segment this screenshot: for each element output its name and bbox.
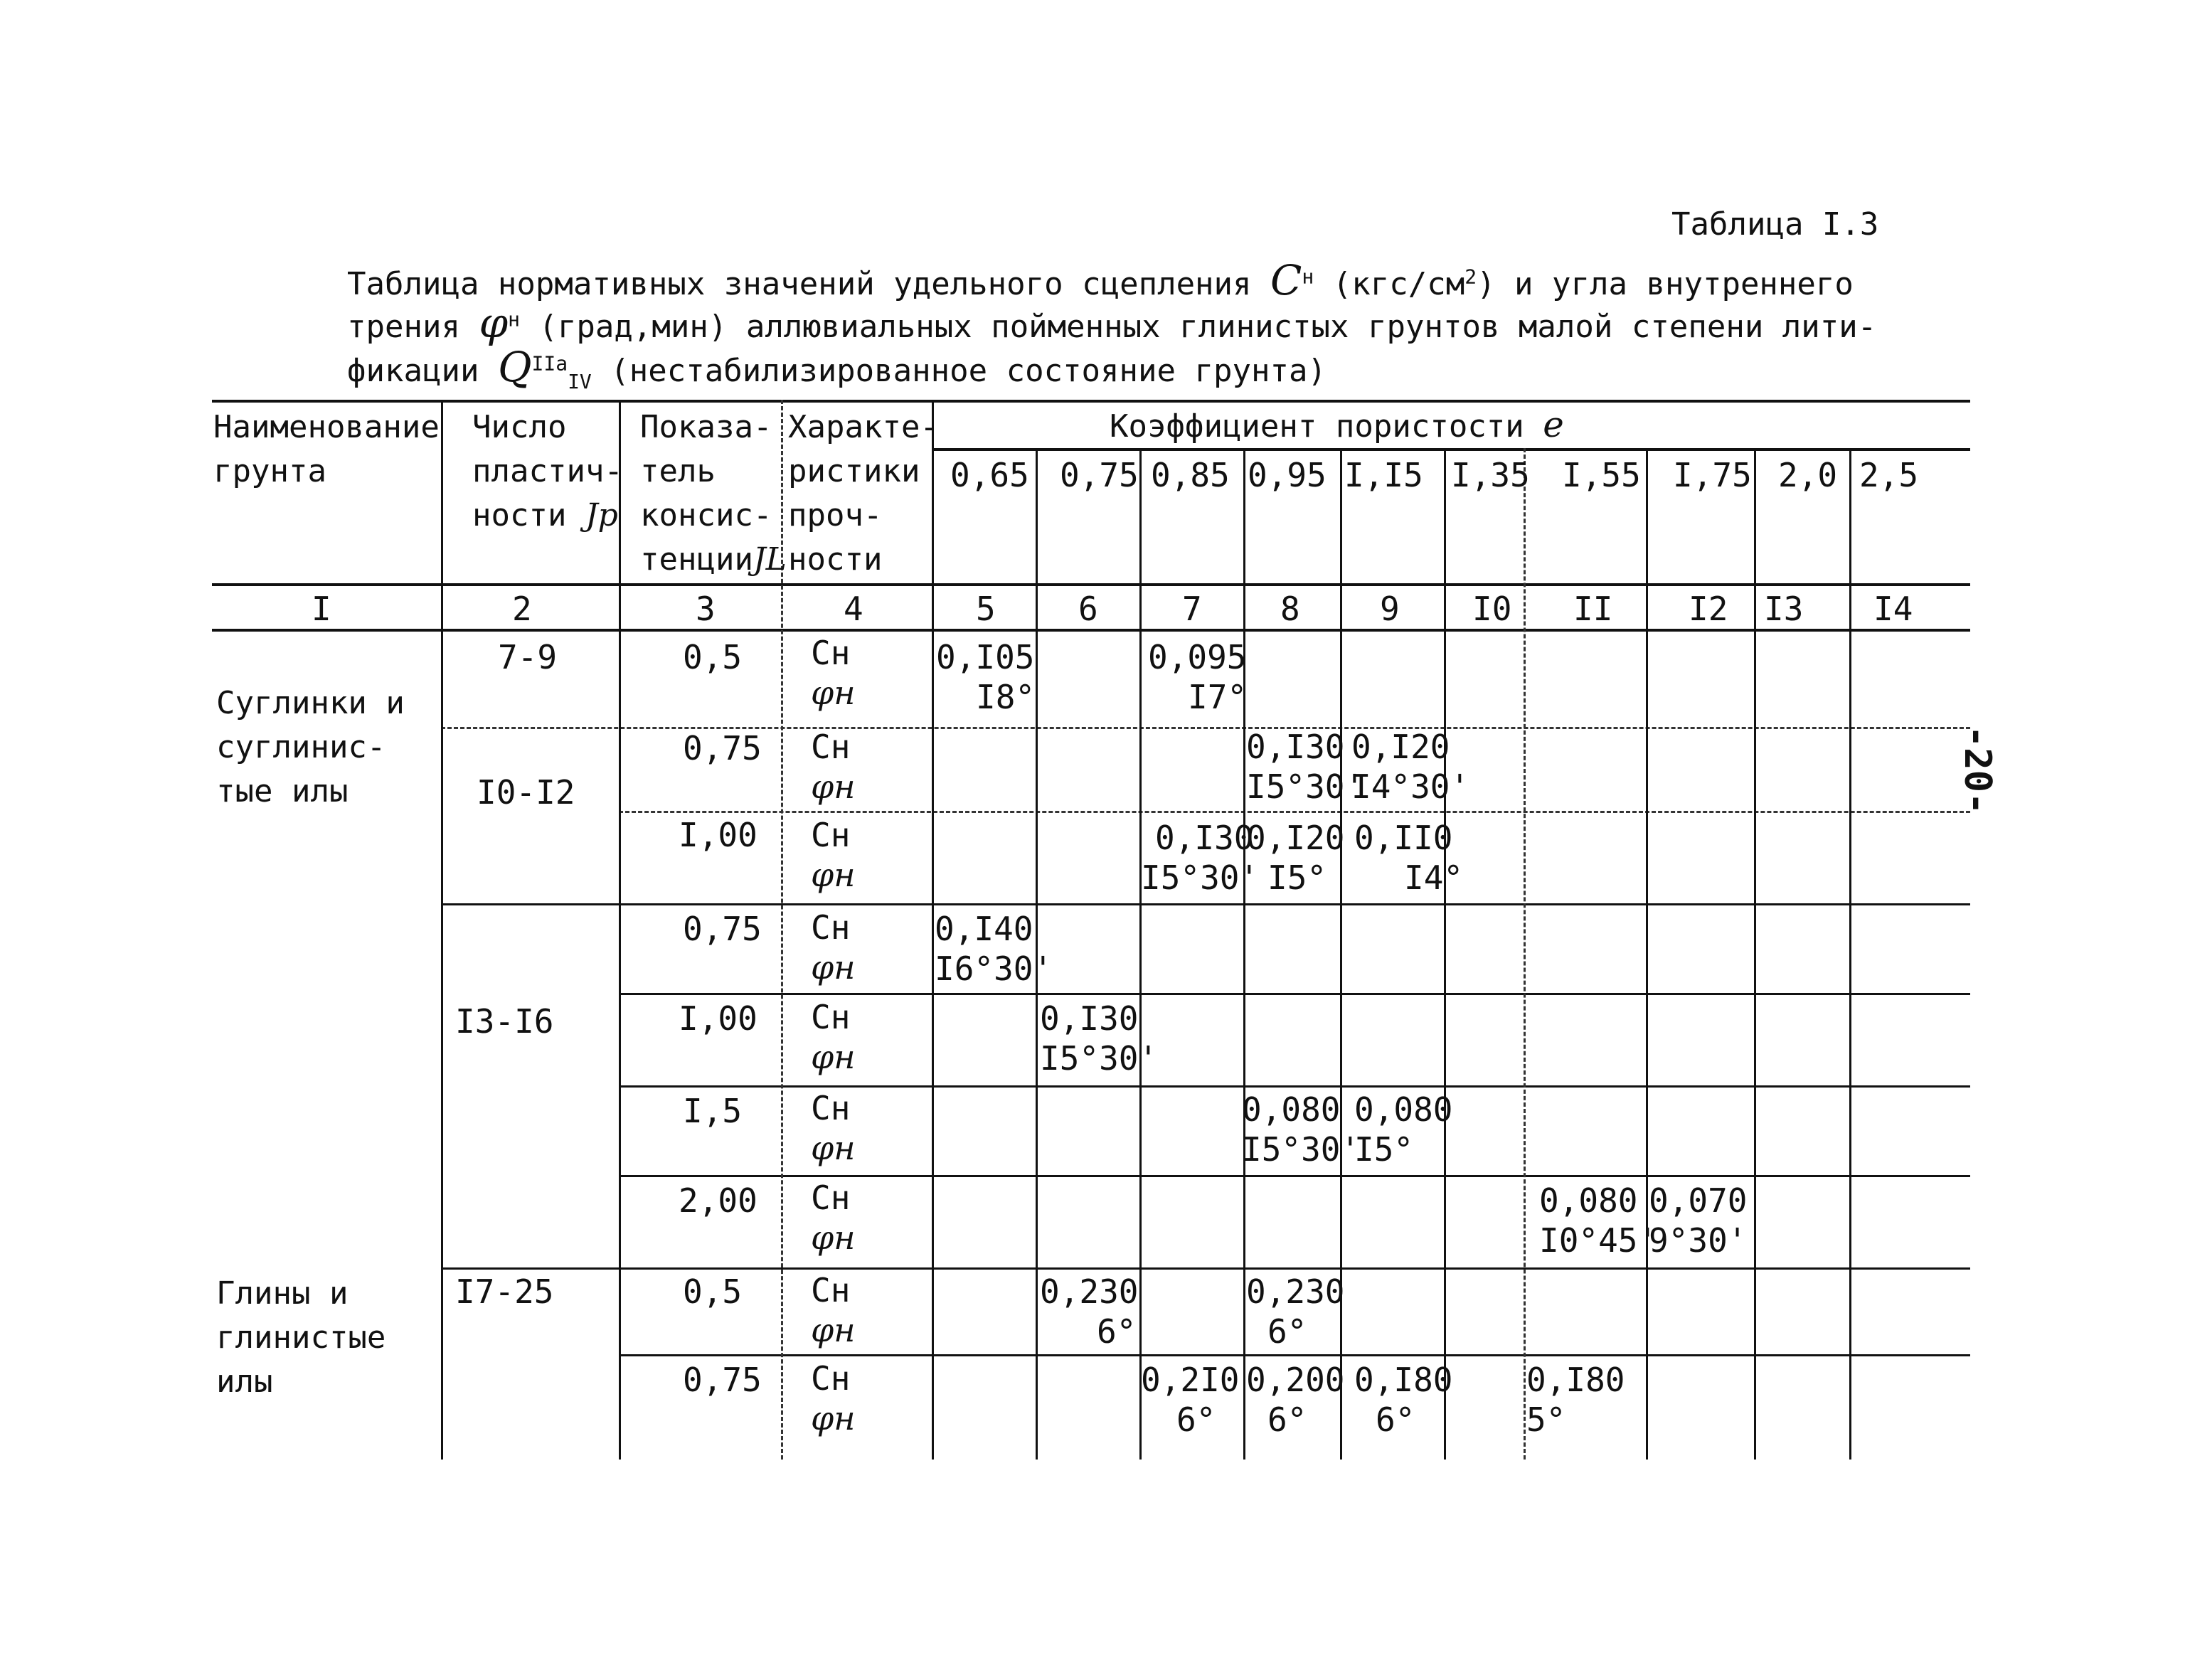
e-value: I,I5 — [1344, 456, 1423, 494]
il-value: 0,75 — [683, 1361, 762, 1399]
data-cell: 0,200 6° — [1246, 1361, 1345, 1439]
ip-value: 7-9 — [498, 638, 558, 676]
header-porosity-group: Коэффициент пористости e — [1110, 404, 1564, 445]
col-number: I0 — [1472, 590, 1512, 628]
strength-symbols: Cн φн — [811, 908, 856, 987]
col-number: 3 — [696, 590, 716, 628]
col-number: I2 — [1689, 590, 1728, 628]
row-divider — [619, 1175, 1970, 1177]
data-cell: 0,I20 I5° — [1246, 819, 1345, 897]
col-divider — [1754, 448, 1756, 1460]
colnum-bottom-border — [212, 629, 1970, 632]
data-cell: 0,080 I5° — [1354, 1090, 1453, 1169]
row-divider — [619, 1354, 1970, 1356]
data-cell: 0,I30 I5°30' — [1040, 999, 1159, 1078]
il-value: 0,75 — [683, 729, 762, 767]
col-number: 8 — [1280, 590, 1300, 628]
col-number: 2 — [512, 590, 532, 628]
data-cell: 0,I30 I5°30' — [1246, 728, 1365, 806]
il-value: 0,75 — [683, 910, 762, 948]
strength-symbols: Cн φн — [811, 998, 856, 1076]
data-cell: 0,I30 I5°30' — [1141, 819, 1260, 897]
data-cell: 0,080 I0°45' — [1539, 1181, 1658, 1260]
page-number: -20- — [1956, 725, 1999, 815]
e-value: 0,75 — [1060, 456, 1139, 494]
header-plasticity: Число пластич- ности Jp — [472, 409, 623, 533]
col-number: 9 — [1380, 590, 1400, 628]
e-value: I,35 — [1451, 456, 1530, 494]
col-divider — [1646, 448, 1648, 1460]
ip-value: I0-I2 — [477, 773, 575, 812]
header-soil-name: Наименование грунта — [213, 409, 440, 489]
caption-line-3: фикации $Q^{IIa}_{IV}$ (нестабилизированное состояние грунта) — [347, 343, 1327, 393]
header-consistency: Показа- тель консис- тенцииJL — [640, 409, 787, 578]
data-cell: 0,230 6° — [1040, 1272, 1139, 1351]
data-cell: 0,I40 I6°30' — [935, 910, 1053, 988]
strength-symbols: Cн φн — [811, 1271, 856, 1349]
table-number: Таблица I.3 — [1671, 206, 1879, 243]
col-number: 4 — [844, 590, 863, 628]
ip-value: I3-I6 — [455, 1002, 554, 1041]
header-bottom-border — [212, 583, 1970, 586]
e-value: 0,85 — [1151, 456, 1230, 494]
data-cell: 0,I80 5° — [1526, 1361, 1625, 1439]
caption-line-2: трения $\varphi^н$ (град,мин) аллювиальных пойменных глинистых грунтов малой степени лити- — [347, 299, 1877, 347]
col-number: I4 — [1873, 590, 1913, 628]
data-cell: 0,070 9°30' — [1649, 1181, 1748, 1260]
col-divider — [1444, 448, 1446, 1460]
strength-symbols: Cн φн — [811, 634, 856, 712]
il-value: I,5 — [683, 1092, 743, 1130]
ip-value: I7-25 — [455, 1272, 554, 1311]
strength-symbols: Cн φн — [811, 1089, 856, 1167]
row-divider — [619, 993, 1970, 995]
col-number: 6 — [1078, 590, 1098, 628]
col-number: II — [1573, 590, 1613, 628]
e-value: I,55 — [1562, 456, 1641, 494]
col-divider — [1524, 448, 1526, 1460]
col-number: 5 — [976, 590, 996, 628]
data-cell: 0,I80 6° — [1354, 1361, 1453, 1439]
il-value: 2,00 — [679, 1181, 757, 1220]
strength-symbols: Cн φн — [811, 816, 856, 894]
col-number: I — [312, 590, 331, 628]
col-divider — [1139, 448, 1142, 1460]
soil-name-loam: Суглинки и суглинис- тые илы — [216, 685, 405, 809]
il-value: 0,5 — [683, 1272, 743, 1311]
data-cell: 0,I20 I4°30' — [1351, 728, 1470, 806]
e-value: 2,5 — [1859, 456, 1919, 494]
row-divider — [619, 1085, 1970, 1088]
e-value: I,75 — [1673, 456, 1752, 494]
col-divider — [619, 400, 621, 1460]
il-value: I,00 — [679, 816, 757, 854]
row-divider — [441, 1267, 1970, 1270]
data-cell: 0,095 I7° — [1148, 638, 1248, 716]
caption-line-1: Таблица нормативных значений удельного сцепления $C^н$ $(кгс/см^2)$ и угла внутреннего — [347, 256, 1854, 304]
data-cell: 0,080 I5°30' — [1242, 1090, 1361, 1169]
soil-name-clay: Глины и глинистые илы — [216, 1275, 386, 1400]
col-number: I3 — [1764, 590, 1804, 628]
e-value: 2,0 — [1778, 456, 1838, 494]
e-value: 0,95 — [1248, 456, 1327, 494]
row-divider — [441, 727, 1970, 729]
row-divider — [619, 811, 1970, 813]
il-value: I,00 — [679, 999, 757, 1038]
row-divider — [441, 903, 1970, 905]
data-cell: 0,230 6° — [1246, 1272, 1345, 1351]
table-top-border — [212, 400, 1970, 403]
strength-symbols: Cн φн — [811, 728, 856, 806]
col-divider — [1243, 448, 1245, 1460]
header-strength: Характе- ристики проч- ности — [788, 409, 939, 578]
col-divider — [441, 400, 443, 1460]
strength-symbols: Cн φн — [811, 1359, 856, 1437]
data-cell: 0,I05 I8° — [936, 638, 1036, 716]
strength-symbols: Cн φн — [811, 1179, 856, 1257]
il-value: 0,5 — [683, 638, 743, 676]
data-cell: 0,2I0 6° — [1141, 1361, 1240, 1439]
col-number: 7 — [1182, 590, 1202, 628]
e-value: 0,65 — [950, 456, 1029, 494]
data-cell: 0,II0 I4° — [1354, 819, 1464, 897]
col-divider — [1849, 448, 1851, 1460]
